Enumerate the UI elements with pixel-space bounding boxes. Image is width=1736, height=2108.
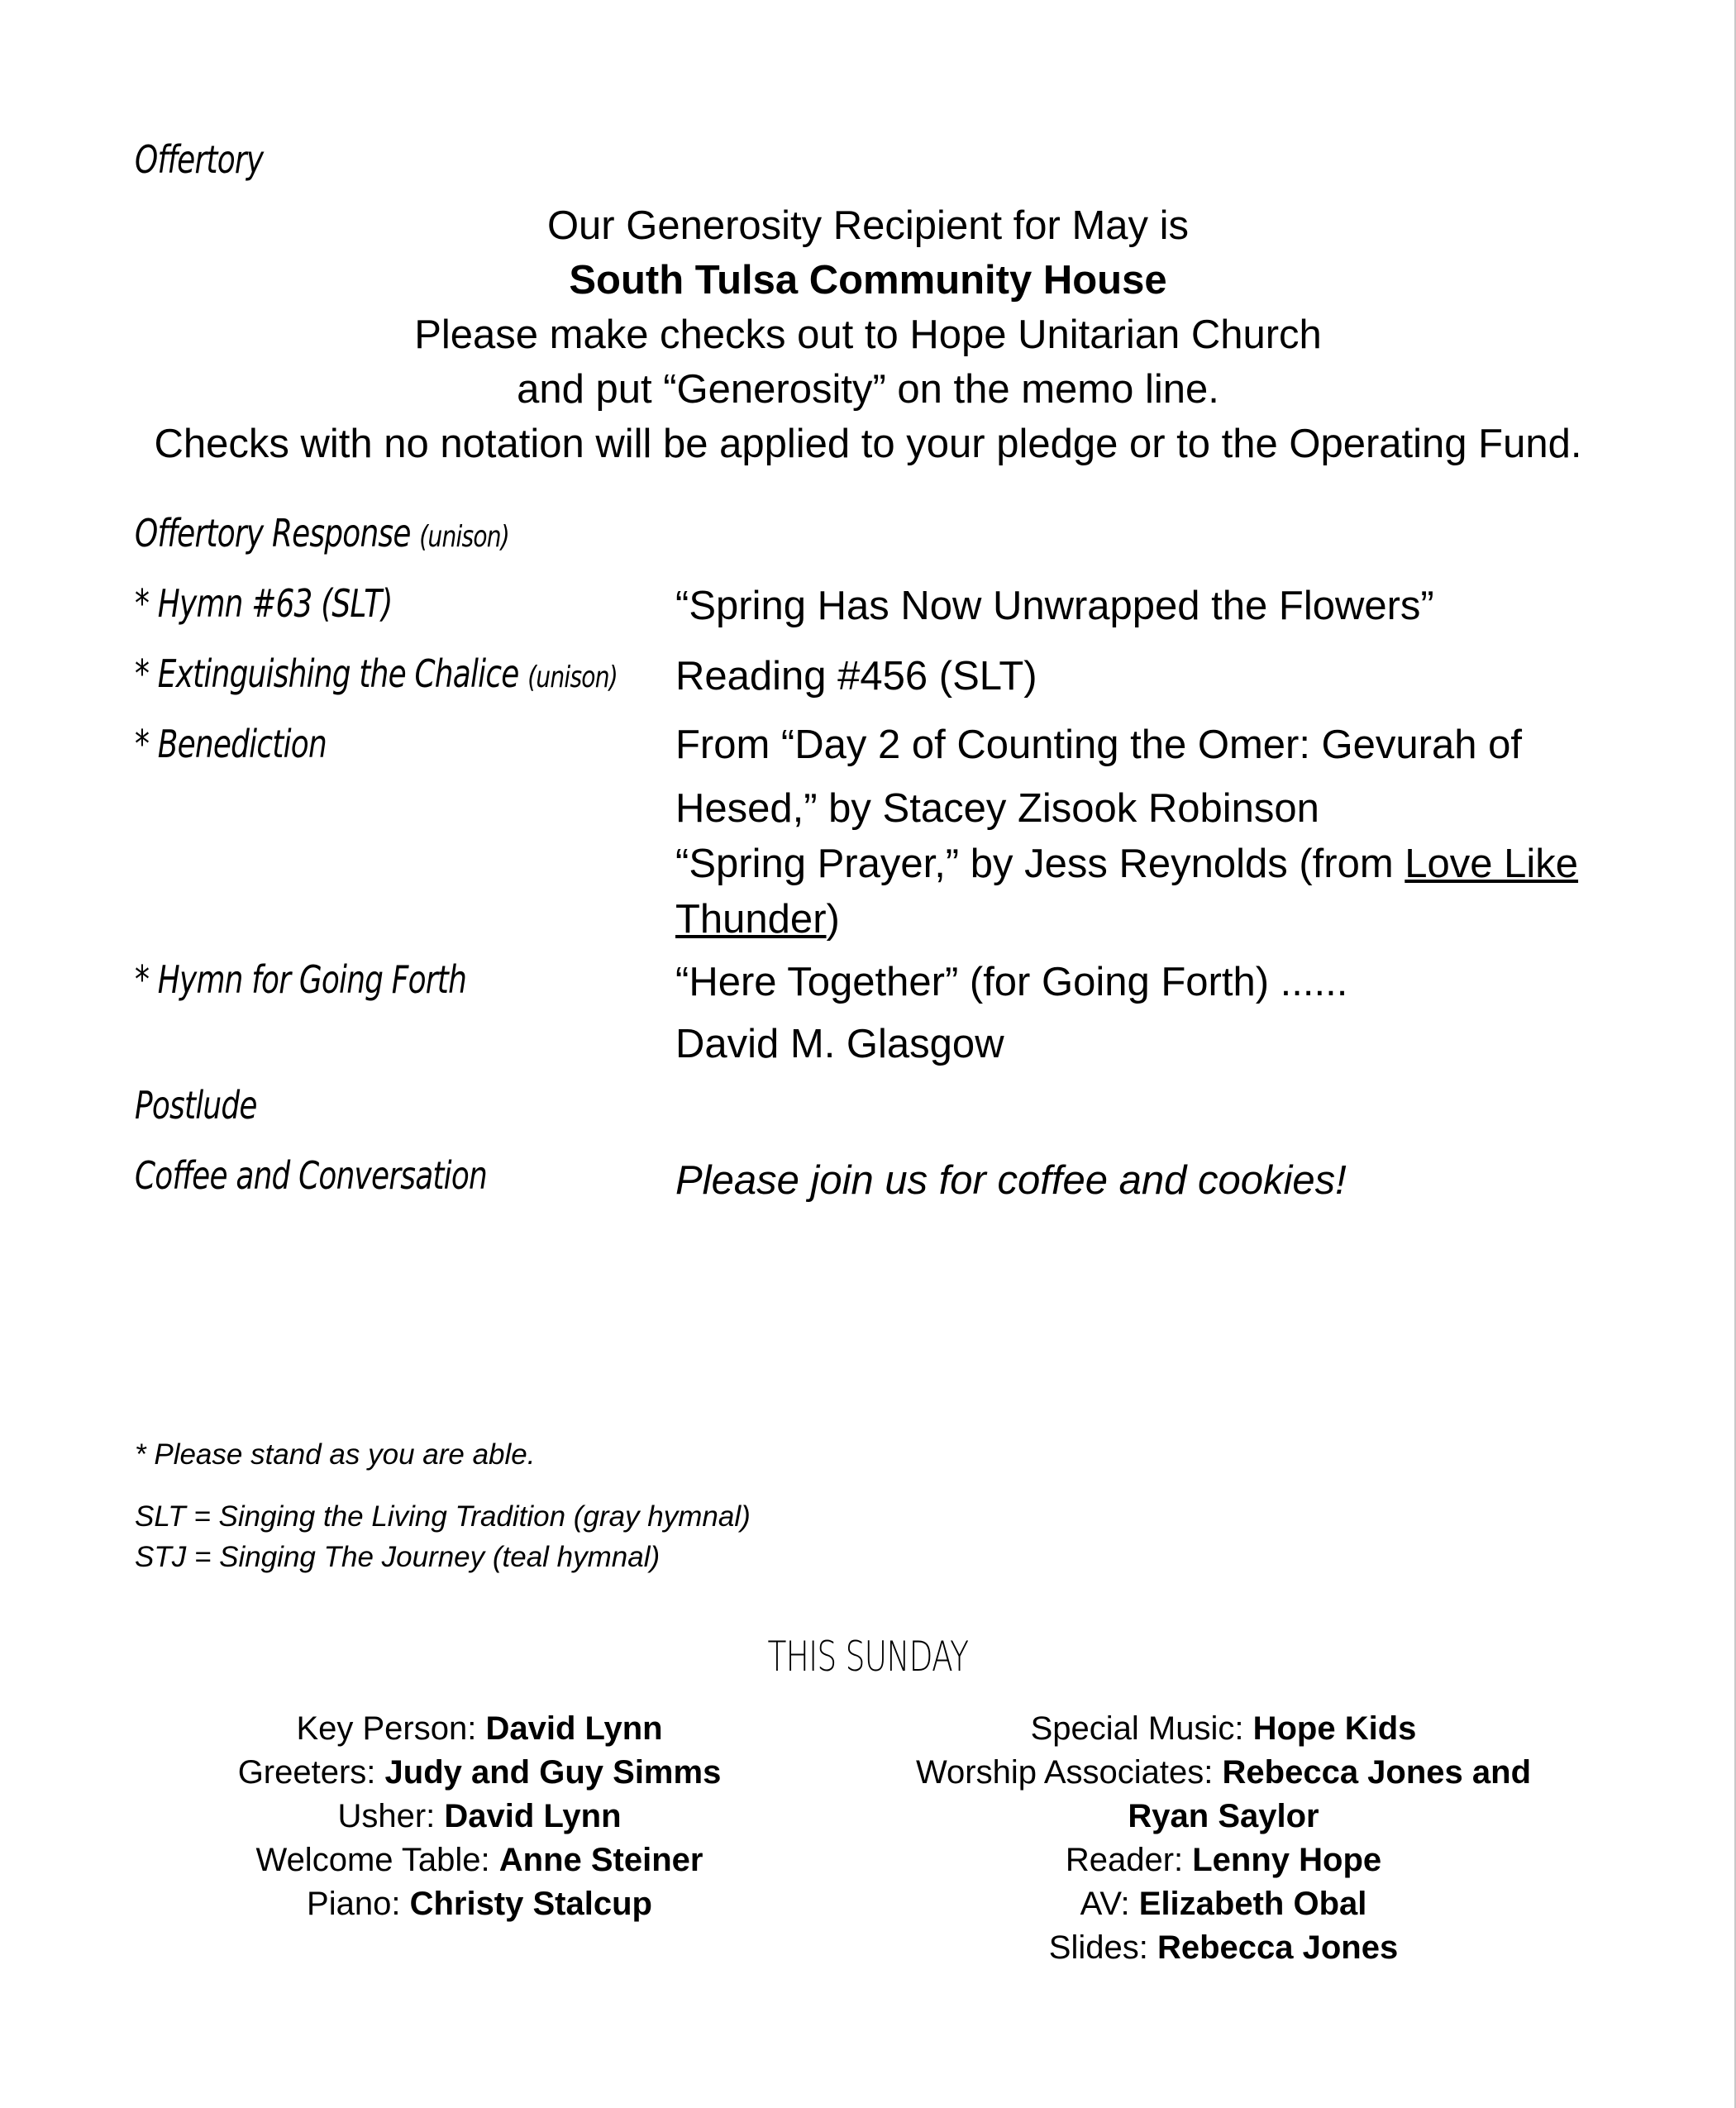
coffee-invite: Please join us for coffee and cookies! — [675, 1158, 1347, 1203]
going-forth-composer: David M. Glasgow — [675, 1022, 1004, 1066]
reader-row: Reader: Lenny Hope — [1065, 1842, 1382, 1878]
worship-associates-cont-row: Ryan Saylor — [1128, 1798, 1319, 1834]
hymn-title: “Spring Has Now Unwrapped the Flowers” — [675, 584, 1434, 628]
generosity-notation-line: Checks with no notation will be applied to your pledge or to the Operating Fund. — [154, 422, 1582, 466]
slt-note: SLT = Singing the Living Tradition (gray hymnal) — [135, 1500, 751, 1533]
offertory-response-label: Offertory Response (unison) — [135, 511, 509, 556]
piano-row: Piano: Christy Stalcup — [307, 1886, 652, 1922]
benediction-label: * Benediction — [135, 722, 327, 766]
welcome-table-row: Welcome Table: Anne Steiner — [255, 1842, 703, 1878]
extinguishing-label: * Extinguishing the Chalice (unison) — [135, 651, 618, 696]
special-music-row: Special Music: Hope Kids — [1030, 1710, 1417, 1747]
benediction-line-1: From “Day 2 of Counting the Omer: Gevurah of — [675, 723, 1522, 767]
hymn-label: * Hymn #63 (SLT) — [135, 581, 393, 626]
going-forth-title: “Here Together” (for Going Forth) ...... — [675, 960, 1348, 1004]
greeters-row: Greeters: Judy and Guy Simms — [237, 1754, 722, 1791]
generosity-recipient: South Tulsa Community House — [569, 258, 1167, 303]
benediction-line-3: “Spring Prayer,” by Jess Reynolds (from Love Like — [675, 842, 1579, 886]
generosity-checks-line: Please make checks out to Hope Unitarian Church — [414, 312, 1322, 357]
stj-note: STJ = Singing The Journey (teal hymnal) — [135, 1541, 661, 1573]
key-person-row: Key Person: David Lynn — [296, 1710, 663, 1747]
benediction-line-4: Thunder) — [675, 897, 840, 942]
slides-row: Slides: Rebecca Jones — [1048, 1929, 1399, 1966]
postlude-label: Postlude — [135, 1083, 257, 1128]
offertory-heading: Offertory — [135, 137, 264, 182]
book-title-cont: Thunder — [675, 897, 827, 942]
stand-note: * Please stand as you are able. — [135, 1438, 536, 1471]
generosity-intro: Our Generosity Recipient for May is — [546, 203, 1190, 248]
coffee-label: Coffee and Conversation — [135, 1153, 488, 1198]
this-sunday-heading: THIS SUNDAY — [767, 1633, 969, 1681]
benediction-line-2: Hesed,” by Stacey Zisook Robinson — [675, 786, 1319, 831]
generosity-memo-line: and put “Generosity” on the memo line. — [517, 367, 1219, 412]
generosity-block — [124, 198, 1612, 471]
av-row: AV: Elizabeth Obal — [1080, 1886, 1367, 1922]
worship-associates-row: Worship Associates: Rebecca Jones and — [915, 1754, 1532, 1791]
going-forth-label: * Hymn for Going Forth — [135, 957, 467, 1002]
usher-row: Usher: David Lynn — [337, 1798, 622, 1834]
book-title: Love Like — [1405, 842, 1579, 886]
this-sunday-right-column — [893, 1707, 1554, 1970]
this-sunday-left-column — [190, 1707, 769, 1926]
extinguishing-reading: Reading #456 (SLT) — [675, 654, 1037, 699]
